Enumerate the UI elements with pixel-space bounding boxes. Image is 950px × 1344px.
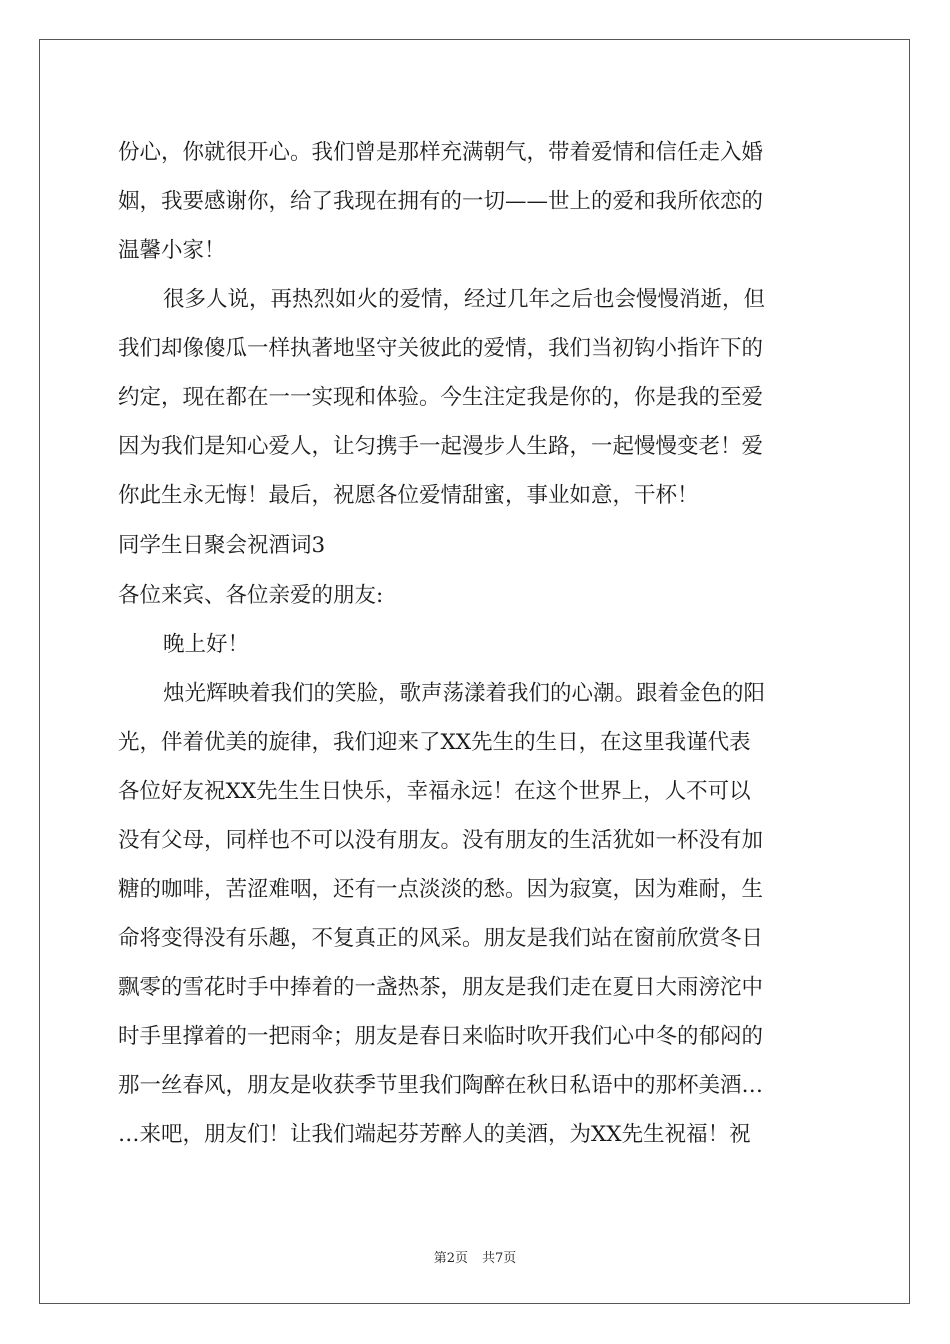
body-line: 约定，现在都在一一实现和体验。今生注定我是你的，你是我的至爱	[118, 385, 764, 410]
body-line: 命将变得没有乐趣，不复真正的风采。朋友是我们站在窗前欣赏冬日	[118, 926, 764, 951]
body-line: 你此生永无悔！最后，祝愿各位爱情甜蜜，事业如意，干杯！	[118, 483, 699, 508]
greeting-line: 晚上好！	[163, 632, 250, 657]
body-line: 糖的咖啡，苦涩难咽，还有一点淡淡的愁。因为寂寞，因为难耐，生	[118, 877, 764, 902]
body-line: 姻，我要感谢你，给了我现在拥有的一切——世上的爱和我所依恋的	[118, 189, 764, 214]
section-heading: 同学生日聚会祝酒词3	[118, 533, 326, 558]
page-footer	[0, 1247, 950, 1266]
body-line: 我们却像傻瓜一样执著地坚守关彼此的爱情，我们当初钩小指许下的	[118, 336, 764, 361]
body-line: 时手里撑着的一把雨伞；朋友是春日来临时吹开我们心中冬的郁闷的	[118, 1024, 764, 1049]
body-line: …来吧，朋友们！让我们端起芬芳醉人的美酒，为XX先生祝福！祝	[118, 1122, 751, 1147]
document-body	[118, 128, 838, 1159]
body-line: 光，伴着优美的旋律，我们迎来了XX先生的生日，在这里我谨代表	[118, 730, 751, 755]
page-total: 共7页	[482, 1251, 517, 1266]
body-line: 各位好友祝XX先生生日快乐，幸福永远！在这个世界上，人不可以	[118, 779, 751, 804]
paragraph-start-line: 烛光辉映着我们的笑脸，歌声荡漾着我们的心潮。跟着金色的阳	[163, 681, 766, 706]
body-line: 那一丝春风，朋友是收获季节里我们陶醉在秋日私语中的那杯美酒…	[118, 1073, 764, 1098]
paragraph-start-line: 很多人说，再热烈如火的爱情，经过几年之后也会慢慢消逝，但	[163, 287, 766, 312]
body-line: 温馨小家！	[118, 238, 226, 263]
body-line: 份心，你就很开心。我们曾是那样充满朝气，带着爱情和信任走入婚	[118, 140, 764, 165]
body-line: 飘零的雪花时手中捧着的一盏热茶，朋友是我们走在夏日大雨滂沱中	[118, 975, 764, 1000]
salutation-line: 各位来宾、各位亲爱的朋友:	[118, 583, 384, 608]
body-line: 没有父母，同样也不可以没有朋友。没有朋友的生活犹如一杯没有加	[118, 828, 764, 853]
body-line: 因为我们是知心爱人，让匀携手一起漫步人生路，一起慢慢变老！爱	[118, 434, 764, 459]
page-number: 第2页	[433, 1251, 468, 1266]
